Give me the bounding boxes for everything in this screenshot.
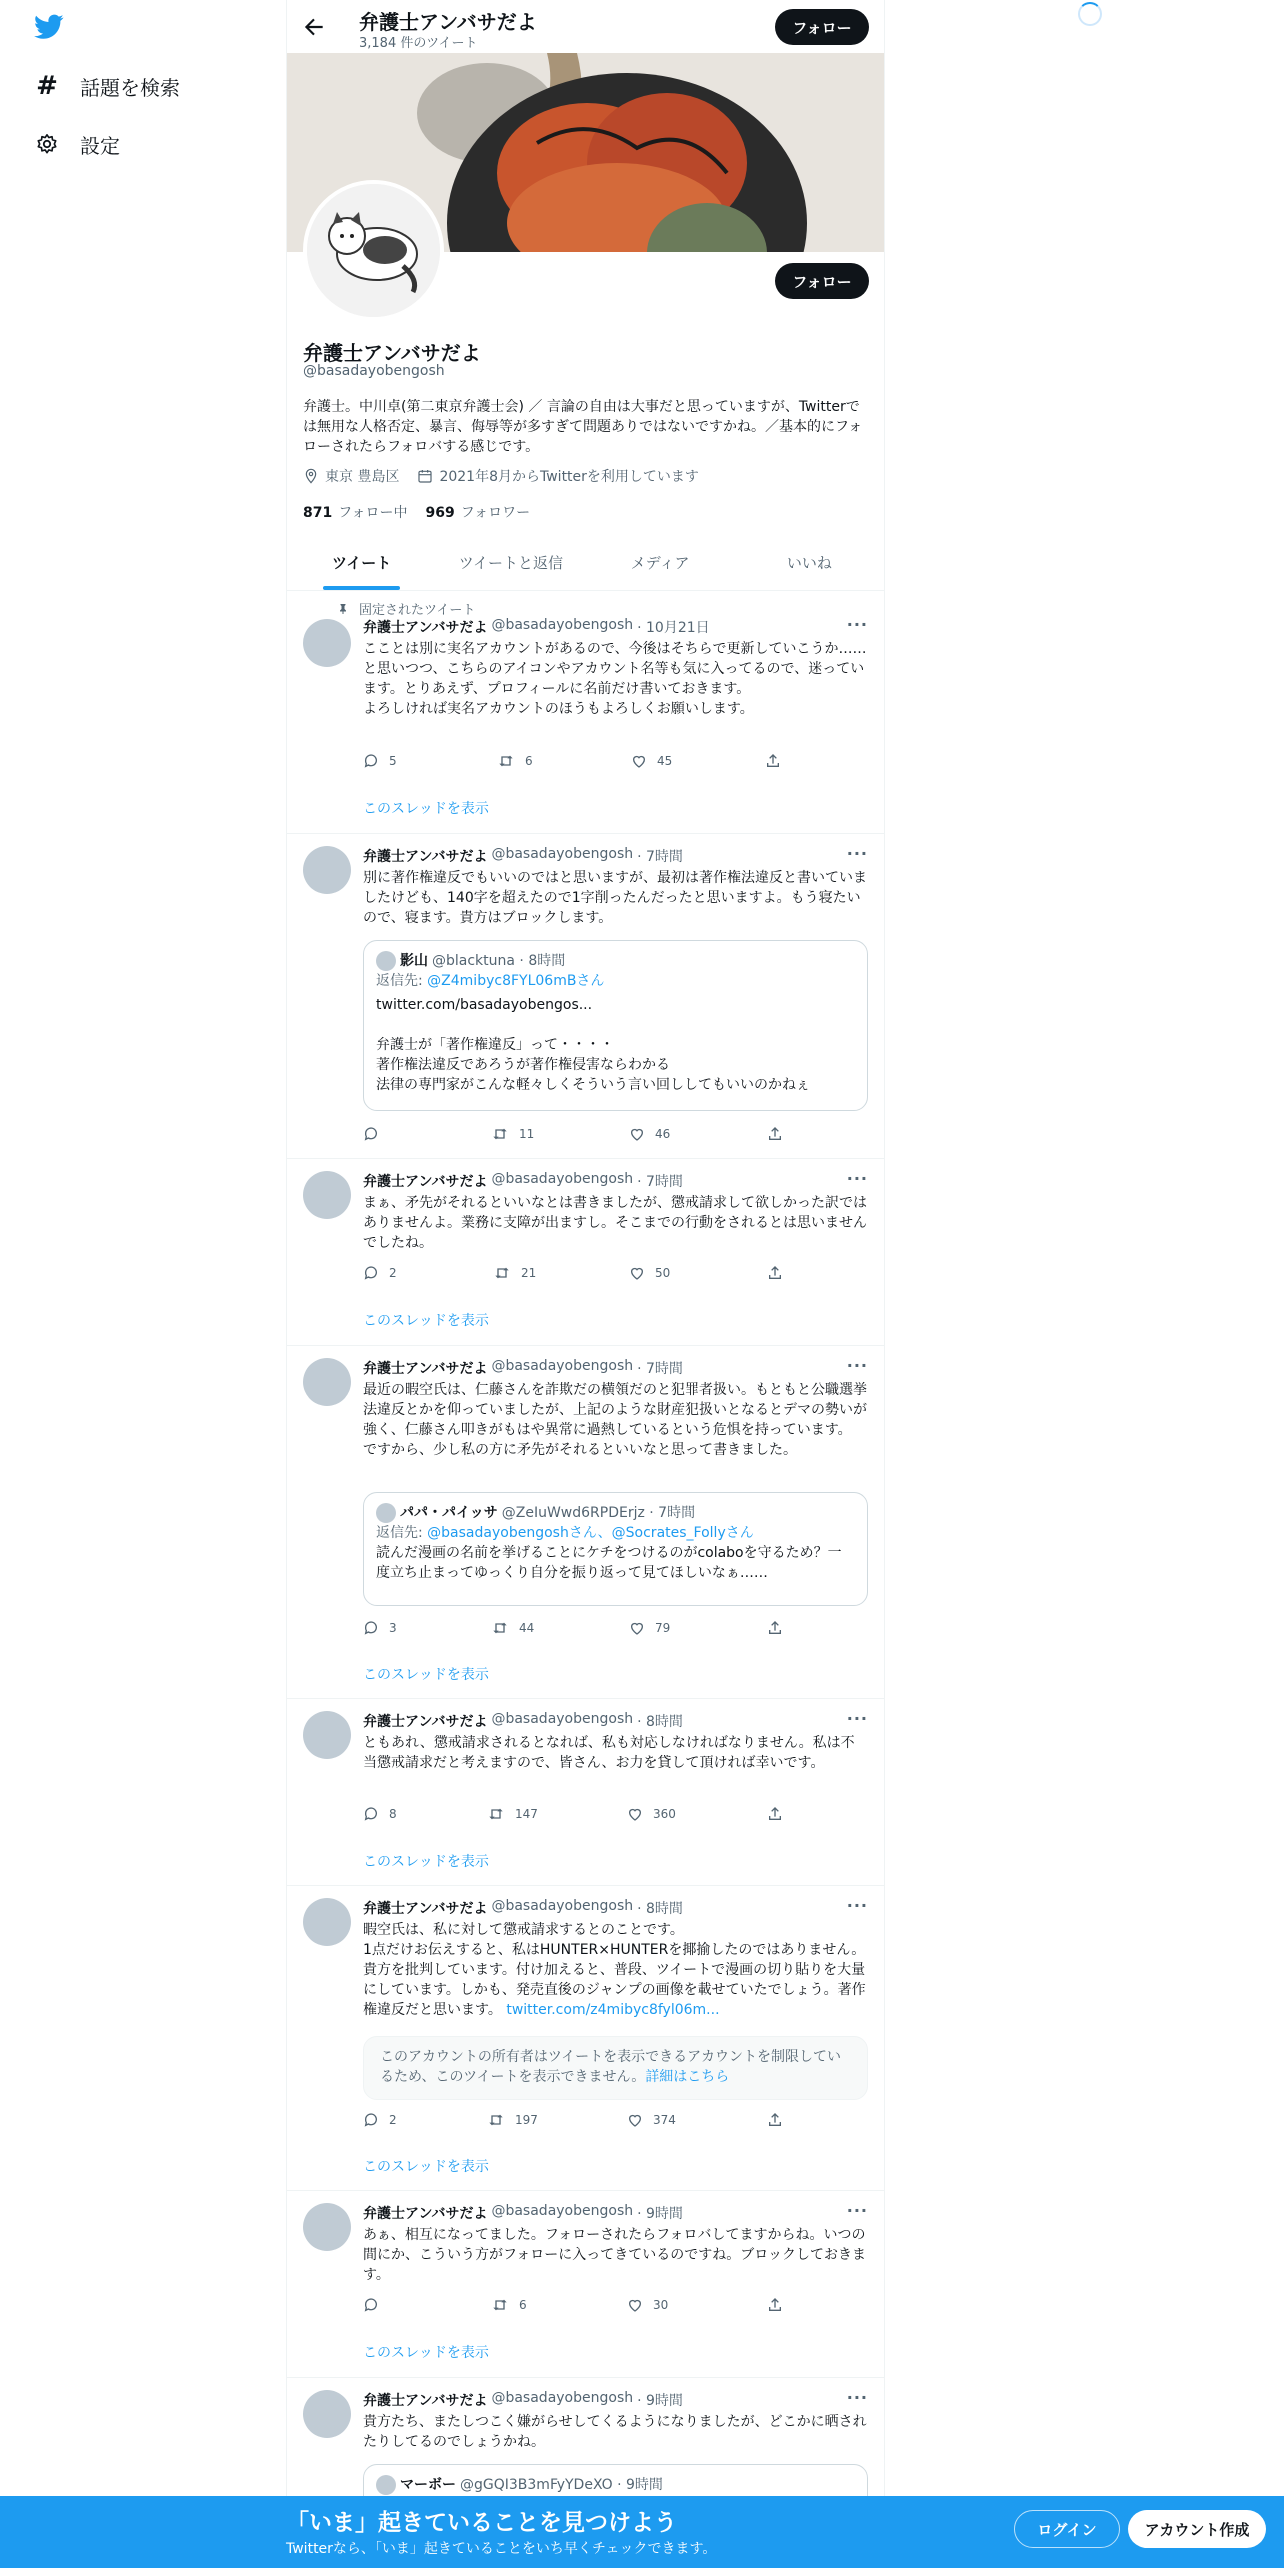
tweet-author-name[interactable]: 弁護士アンバサだよ xyxy=(363,2206,488,2222)
like-count: 50 xyxy=(655,1266,671,1280)
tweet-time[interactable]: · 7時間 xyxy=(637,1174,683,1190)
share-icon xyxy=(767,1265,783,1281)
retweet-button[interactable] xyxy=(491,2297,527,2313)
quoted-tweet-header xyxy=(376,2475,855,2495)
reply-count: 8 xyxy=(389,1807,397,1821)
reply-button[interactable] xyxy=(363,753,397,769)
more-options-icon[interactable]: ··· xyxy=(846,1896,868,1915)
share-button[interactable] xyxy=(767,1620,783,1636)
show-thread-link[interactable]: このスレッドを表示 xyxy=(363,1667,489,1683)
main-column xyxy=(286,0,885,2568)
quoted-tweet-header xyxy=(376,1503,855,1523)
tweet-header xyxy=(363,846,683,866)
share-button[interactable] xyxy=(767,1265,783,1281)
quoted-author-name: マーボー xyxy=(400,2477,456,2493)
reply-to-prefix: 返信先: xyxy=(376,1525,428,1541)
tweet-item[interactable] xyxy=(287,1159,884,1346)
tweet-avatar[interactable] xyxy=(303,1898,351,1946)
heart-icon xyxy=(627,2297,643,2313)
retweet-count: 11 xyxy=(519,1127,535,1141)
profile-joined xyxy=(417,466,698,486)
tab-likes[interactable]: いいね xyxy=(786,554,832,572)
share-icon xyxy=(767,2112,783,2128)
header-title: 弁護士アンバサだよ xyxy=(359,10,537,34)
tweet-item[interactable] xyxy=(287,591,884,834)
quoted-author-handle: @gGQI3B3mFyYDeXO · 9時間 xyxy=(460,2477,663,2493)
more-options-icon[interactable]: ··· xyxy=(846,844,868,863)
nav-settings[interactable] xyxy=(34,124,120,164)
retweet-icon xyxy=(491,1620,509,1636)
learn-more-link[interactable]: 詳細はこちら xyxy=(645,2069,730,2085)
like-button[interactable] xyxy=(629,1265,670,1281)
retweet-count: 147 xyxy=(515,1807,538,1821)
share-button[interactable] xyxy=(765,753,781,769)
tweet-author-name[interactable]: 弁護士アンバサだよ xyxy=(363,849,488,865)
profile-joined-text: 2021年8月からTwitterを利用しています xyxy=(439,469,699,485)
show-thread-link[interactable]: このスレッドを表示 xyxy=(363,2345,489,2361)
tweet-time[interactable]: · 9時間 xyxy=(637,2206,683,2222)
reply-count: 2 xyxy=(389,1266,397,1280)
tweet-author-handle: @basadayobengosh xyxy=(491,1711,634,1727)
tweet-item[interactable] xyxy=(287,1346,884,1699)
retweet-icon xyxy=(497,753,515,769)
profile-handle: @basadayobengosh xyxy=(303,363,445,379)
profile-location-text: 東京 豊島区 xyxy=(325,469,400,485)
show-thread-link[interactable]: このスレッドを表示 xyxy=(363,1854,489,1870)
back-arrow-icon[interactable] xyxy=(301,14,327,40)
tweet-text: 最近の暇空氏は、仁藤さんを詐欺だの横領だのと犯罪者扱い。もともと公職選挙法違反とかを仰っていましたが、上記のような財産犯扱いとなるとデマの勢いが強く、仁藤さん叩きがもはや異常に過熱しているという危惧を持っています。 ですから、少し私の方に矛先がそれるといいなと思って書きました。 xyxy=(363,1382,867,1458)
tweet-avatar[interactable] xyxy=(303,1358,351,1406)
pinned-label: 固定されたツイート xyxy=(359,603,476,618)
more-options-icon[interactable]: ··· xyxy=(846,1356,868,1375)
tweet-author-name[interactable]: 弁護士アンバサだよ xyxy=(363,620,488,636)
like-count: 30 xyxy=(653,2298,669,2312)
followers-count: 969 xyxy=(425,505,455,521)
reply-to-link[interactable]: @Z4mibyc8FYL06mBさん xyxy=(427,973,605,989)
reply-icon xyxy=(363,1265,379,1281)
quoted-avatar xyxy=(376,951,396,971)
share-button[interactable] xyxy=(767,2297,783,2313)
tab-tweets-and-replies[interactable]: ツイートと返信 xyxy=(458,554,563,572)
quoted-reply-to xyxy=(376,971,855,991)
share-icon xyxy=(765,753,781,769)
profile-name: 弁護士アンバサだよ xyxy=(303,341,481,365)
tweet-text: あぁ、相互になってました。フォローされたらフォロバしてますからね。いつの間にか、こういう方がフォローに入ってきているのですね。ブロックしておきます。 xyxy=(363,2227,867,2283)
heart-icon xyxy=(629,1126,645,1142)
quoted-author-handle: @blacktuna · 8時間 xyxy=(432,953,566,969)
retweet-button[interactable] xyxy=(491,1620,534,1636)
loading-spinner-icon xyxy=(1078,2,1102,26)
tweet-author-handle: @basadayobengosh xyxy=(491,2390,634,2406)
like-count: 374 xyxy=(653,2113,676,2127)
quoted-author-handle: @ZeIuWwd6RPDErjz · 7時間 xyxy=(501,1505,696,1521)
retweet-count: 197 xyxy=(515,2113,538,2127)
header-follow-button[interactable]: フォロー xyxy=(775,9,869,45)
tweet-author-name[interactable]: 弁護士アンバサだよ xyxy=(363,1714,488,1730)
share-icon xyxy=(767,1620,783,1636)
tweet-author-name[interactable]: 弁護士アンバサだよ xyxy=(363,1174,488,1190)
tweet-header xyxy=(363,2203,683,2223)
more-options-icon[interactable]: ··· xyxy=(846,615,868,634)
retweet-count: 6 xyxy=(525,754,533,768)
retweet-icon xyxy=(491,1126,509,1142)
show-thread-link[interactable]: このスレッドを表示 xyxy=(363,801,489,817)
tweet-text: まぁ、矛先がそれるといいなとは書きましたが、懲戒請求して欲しかった訳ではありませんよ。業務に支障が出ますし。そこまでの行動をされるとは思いませんでしたね。 xyxy=(363,1195,867,1251)
left-nav xyxy=(0,0,286,2568)
tweet-text: 貴方たち、またしつこく嫌がらせしてくるようになりましたが、どこかに晒されたりしてるのでしょうかね。 xyxy=(363,2414,867,2450)
tweet-author-handle: @basadayobengosh xyxy=(491,1358,634,1374)
calendar-icon xyxy=(417,468,433,484)
profile-bio: 弁護士。中川卓(第二東京弁護士会) ／ 言論の自由は大事だと思っていますが、Twitterでは無用な人格否定、暴言、侮辱等が多すぎて問題ありではないですかね。／基本的にフォローされたらフォロバする感じです。 xyxy=(303,399,863,455)
tab-tweets[interactable]: ツイート xyxy=(287,535,436,590)
more-options-icon[interactable]: ··· xyxy=(846,1709,868,1728)
quoted-tweet[interactable] xyxy=(363,1492,868,1606)
followers-link[interactable] xyxy=(426,502,531,522)
reply-button[interactable] xyxy=(363,1265,397,1281)
login-button[interactable]: ログイン xyxy=(1014,2510,1120,2548)
like-button[interactable] xyxy=(627,2112,676,2128)
tweet-time[interactable]: · 7時間 xyxy=(637,1361,683,1377)
tweet-author-name[interactable]: 弁護士アンバサだよ xyxy=(363,1901,488,1917)
more-options-icon[interactable]: ··· xyxy=(846,1169,868,1188)
nav-settings-label: 設定 xyxy=(80,133,120,158)
tweet-author-handle: @basadayobengosh xyxy=(491,617,634,633)
like-count: 360 xyxy=(653,1807,676,1821)
tweet-avatar[interactable] xyxy=(303,846,351,894)
location-pin-icon xyxy=(303,468,319,484)
profile-tabs xyxy=(287,535,884,591)
share-icon xyxy=(767,1806,783,1822)
heart-icon xyxy=(627,1806,643,1822)
retweet-count: 21 xyxy=(521,1266,537,1280)
quoted-tweet-text: 読んだ漫画の名前を挙げることにケチをつけるのがcolaboを守るため？一度立ち止まってゆっくり自分を振り返って見てほしいなぁ…… xyxy=(376,1545,842,1581)
tweet-item[interactable] xyxy=(287,1886,884,2191)
reply-count: 3 xyxy=(389,1621,397,1635)
retweet-button[interactable] xyxy=(493,1265,536,1281)
retweet-button[interactable] xyxy=(487,1806,538,1822)
tweet-text: こことは別に実名アカウントがあるので、今後はそちらで更新していこうか……と思いつつ、こちらのアイコンやアカウント名等も気に入ってるので、迷っています。とりあえず、プロフィールに名前だけ書いておきます。 よろしければ実名アカウントのほうもよろしくお願いします。 xyxy=(363,641,867,717)
share-icon xyxy=(767,1126,783,1142)
quoted-tweet-header xyxy=(376,951,855,971)
retweet-button[interactable] xyxy=(487,2112,538,2128)
reply-icon xyxy=(363,2112,379,2128)
tweet-text: 別に著作権違反でもいいのではと思いますが、最初は著作権法違反と書いていましたけども、140字を超えたので1字削ったんだったと思いますよ。もう寝たいので、寝ます。貴方はブロックします。 xyxy=(363,870,867,926)
profile-header-bar xyxy=(287,0,884,53)
tweet-header xyxy=(363,617,710,637)
tweet-avatar[interactable] xyxy=(303,1171,351,1219)
like-count: 79 xyxy=(655,1621,671,1635)
tweet-item[interactable] xyxy=(287,834,884,1159)
pin-icon xyxy=(337,603,349,615)
tweet-header xyxy=(363,1898,683,1918)
tweet-header xyxy=(363,2390,683,2410)
retweet-icon xyxy=(487,2112,505,2128)
tweet-header xyxy=(363,1711,683,1731)
tweet-avatar[interactable] xyxy=(303,2203,351,2251)
like-button[interactable] xyxy=(631,753,672,769)
signup-banner-subtitle: Twitterなら、「いま」起きていることをいち早くチェックできます。 xyxy=(286,2541,717,2557)
tweet-author-handle: @basadayobengosh xyxy=(491,846,634,862)
notice-text: このアカウントの所有者はツイートを表示できるアカウントを制限しているため、このツイートを表示できません。 xyxy=(380,2049,842,2085)
retweet-button[interactable] xyxy=(491,1126,534,1142)
tweet-time[interactable]: · 7時間 xyxy=(637,849,683,865)
show-thread-link[interactable]: このスレッドを表示 xyxy=(363,1313,489,1329)
tweet-text xyxy=(363,1920,868,2020)
reply-count: 5 xyxy=(389,754,397,768)
header-tweet-count: 3,184 件のツイート xyxy=(359,36,478,51)
quoted-avatar xyxy=(376,1503,396,1523)
nav-explore-label: 話題を検索 xyxy=(80,75,180,100)
retweet-icon xyxy=(491,2297,509,2313)
following-count: 871 xyxy=(303,505,333,521)
tweet-time[interactable]: · 8時間 xyxy=(637,1901,683,1917)
reply-to-prefix: 返信先: xyxy=(376,973,428,989)
create-account-button[interactable]: アカウント作成 xyxy=(1128,2510,1266,2548)
tweet-author-handle: @basadayobengosh xyxy=(491,1898,634,1914)
following-link[interactable] xyxy=(303,502,408,522)
tweet-author-handle: @basadayobengosh xyxy=(491,1171,634,1187)
heart-icon xyxy=(629,1265,645,1281)
reply-icon xyxy=(363,1806,379,1822)
heart-icon xyxy=(631,753,647,769)
profile-avatar[interactable] xyxy=(303,180,444,321)
like-button[interactable] xyxy=(629,1620,670,1636)
profile-follow-button[interactable]: フォロー xyxy=(775,263,869,299)
reply-to-link[interactable]: @basadayobengoshさん、@Socrates_Follyさん xyxy=(427,1525,754,1541)
signup-banner xyxy=(0,2496,1284,2568)
tweet-item[interactable] xyxy=(287,1699,884,1886)
share-button[interactable] xyxy=(767,1806,783,1822)
quoted-reply-to xyxy=(376,1523,855,1543)
more-options-icon[interactable]: ··· xyxy=(846,2201,868,2220)
gear-icon xyxy=(34,131,60,157)
tweet-avatar[interactable] xyxy=(303,1711,351,1759)
quoted-author-name: パパ・パイッサ xyxy=(400,1505,498,1521)
reply-icon xyxy=(363,1620,379,1636)
quoted-tweet[interactable] xyxy=(363,940,868,1111)
tweet-time[interactable]: · 10月21日 xyxy=(637,620,710,636)
heart-icon xyxy=(629,1620,645,1636)
retweet-icon xyxy=(493,1265,511,1281)
reply-icon xyxy=(363,2297,379,2313)
twitter-logo-icon[interactable] xyxy=(34,14,64,40)
following-label: フォロー中 xyxy=(338,505,408,521)
reply-button[interactable] xyxy=(363,2112,397,2128)
reply-button[interactable] xyxy=(363,1126,389,1142)
like-count: 45 xyxy=(657,754,673,768)
reply-button[interactable] xyxy=(363,2297,389,2313)
like-count: 46 xyxy=(655,1127,671,1141)
tweet-header xyxy=(363,1171,683,1191)
tweet-item[interactable] xyxy=(287,2191,884,2378)
followers-label: フォロワー xyxy=(460,505,531,521)
tweet-time[interactable]: · 8時間 xyxy=(637,1714,683,1730)
like-button[interactable] xyxy=(629,1126,670,1142)
share-icon xyxy=(767,2297,783,2313)
like-button[interactable] xyxy=(627,2297,668,2313)
quoted-avatar xyxy=(376,2475,396,2495)
reply-button[interactable] xyxy=(363,1806,397,1822)
reply-icon xyxy=(363,753,379,769)
quoted-author-name: 影山 xyxy=(400,953,428,969)
hashtag-icon: # xyxy=(36,71,58,101)
reply-icon xyxy=(363,1126,379,1142)
reply-count: 2 xyxy=(389,2113,397,2127)
share-button[interactable] xyxy=(767,2112,783,2128)
restricted-tweet-notice xyxy=(363,2036,868,2100)
tweet-author-name[interactable]: 弁護士アンバサだよ xyxy=(363,1361,488,1377)
retweet-button[interactable] xyxy=(497,753,533,769)
retweet-count: 6 xyxy=(519,2298,527,2312)
tweet-text-body: 暇空氏は、私に対して懲戒請求するとのことです。 1点だけお伝えすると、私はHUNTER×HUNTERを揶揄したのではありません。貴方を批判しています。付け加えると、普段、ツイートで漫画の切り貼りを大量にしています。しかも、発売直後のジャンプの画像を載せていたでしょう。著作権違反だと思います。 xyxy=(363,1922,866,2018)
profile-location xyxy=(303,466,399,486)
cat-avatar-image xyxy=(307,184,440,317)
tweet-avatar[interactable] xyxy=(303,619,351,667)
nav-explore[interactable] xyxy=(34,66,180,106)
like-button[interactable] xyxy=(627,1806,676,1822)
tweet-author-name[interactable]: 弁護士アンバサだよ xyxy=(363,2393,488,2409)
tweet-link[interactable]: twitter.com/z4mibyc8fyl06m... xyxy=(506,2002,720,2018)
more-options-icon[interactable]: ··· xyxy=(846,2388,868,2407)
pinned-indicator xyxy=(337,599,475,618)
tab-media[interactable]: メディア xyxy=(630,554,690,572)
profile-meta xyxy=(303,466,699,486)
profile-follow-stats xyxy=(303,502,530,522)
quoted-tweet-text: twitter.com/basadayobengos... 弁護士が「著作権違反」って・・・・ 著作権法違反であろうが著作権侵害ならわかる 法律の専門家がこんな軽々しくそういう言い回ししてもいいのかねぇ xyxy=(376,997,810,1093)
tweet-time[interactable]: · 9時間 xyxy=(637,2393,683,2409)
tweet-avatar[interactable] xyxy=(303,2390,351,2438)
retweet-count: 44 xyxy=(519,1621,535,1635)
heart-icon xyxy=(627,2112,643,2128)
show-thread-link[interactable]: このスレッドを表示 xyxy=(363,2159,489,2175)
retweet-icon xyxy=(487,1806,505,1822)
tweet-header xyxy=(363,1358,683,1378)
signup-banner-title: 「いま」起きていることを見つけよう xyxy=(286,2510,677,2536)
tweet-author-handle: @basadayobengosh xyxy=(491,2203,634,2219)
share-button[interactable] xyxy=(767,1126,783,1142)
reply-button[interactable] xyxy=(363,1620,397,1636)
tweet-text: ともあれ、懲戒請求されるとなれば、私も対応しなければなりません。私は不当懲戒請求だと考えますので、皆さん、お力を貸して頂ければ幸いです。 xyxy=(363,1735,855,1771)
